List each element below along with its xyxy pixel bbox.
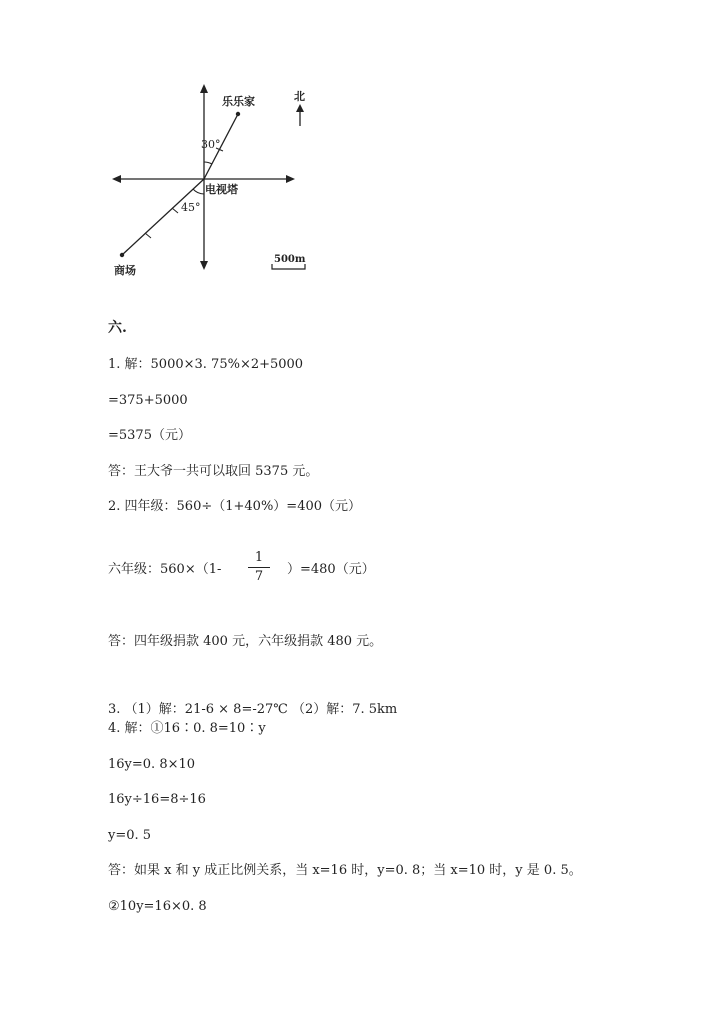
angle-arc-45 [193, 189, 204, 194]
solution-1-step-2: =375+5000 [108, 393, 188, 408]
angle-arc-30 [204, 162, 212, 164]
route-to-mall [122, 179, 204, 255]
mall-tick-1 [172, 208, 178, 213]
fraction-bar [248, 567, 270, 568]
solution-4-step-2: 16y=0. 8×10 [108, 757, 196, 772]
mall-label: 商场 [114, 264, 136, 277]
solution-1-answer: 答：王大爷一共可以取回 5375 元。 [108, 464, 319, 479]
solution-3: 3. （1）解：21-6 × 8=-27℃ （2）解：7. 5km [108, 702, 398, 717]
north-arrow-icon [296, 104, 304, 112]
scale-label: 500m [274, 254, 306, 265]
axis-arrow-down [200, 261, 208, 270]
axis-arrow-left [112, 175, 121, 183]
solution-4-step-4: y=0. 5 [108, 828, 152, 843]
solution-4-step-1: 4. 解：①16∶0. 8=10∶y [108, 721, 266, 736]
solution-4-answer: 答：如果 x 和 y 成正比例关系，当 x=16 时，y=0. 8；当 x=10 时，y 是 0. 5。 [108, 863, 582, 878]
fraction-denominator: 7 [254, 569, 264, 584]
section-title: 六. [108, 320, 127, 336]
home-point [236, 112, 240, 116]
mall-point [120, 253, 124, 257]
solution-2-step-2-end: ）=480（元） [287, 562, 375, 577]
home-label: 乐乐家 [222, 95, 255, 108]
angle-label-45: 45° [181, 201, 201, 214]
north-label: 北 [294, 90, 305, 103]
angle-label-30: 30° [201, 138, 221, 151]
solution-1-step-1: 1. 解：5000×3. 75%×2+5000 [108, 357, 304, 372]
mall-tick-2 [145, 233, 151, 238]
fraction-one-seventh [248, 550, 270, 585]
fraction-numerator: 1 [254, 550, 264, 565]
solution-1-step-3: =5375（元） [108, 428, 191, 443]
solution-4-step-3: 16y÷16=8÷16 [108, 792, 206, 807]
axis-arrow-up [200, 84, 208, 93]
solution-2-step-1: 2. 四年级：560÷（1+40%）=400（元） [108, 499, 362, 514]
axis-arrow-right [286, 175, 295, 183]
tower-label: 电视塔 [205, 183, 238, 196]
direction-map-diagram [108, 80, 338, 285]
solution-2-answer: 答：四年级捐款 400 元，六年级捐款 480 元。 [108, 634, 383, 649]
solution-4-part-2: ②10y=16×0. 8 [108, 899, 207, 914]
solution-2-step-2-start: 六年级：560×（1- [108, 562, 222, 577]
